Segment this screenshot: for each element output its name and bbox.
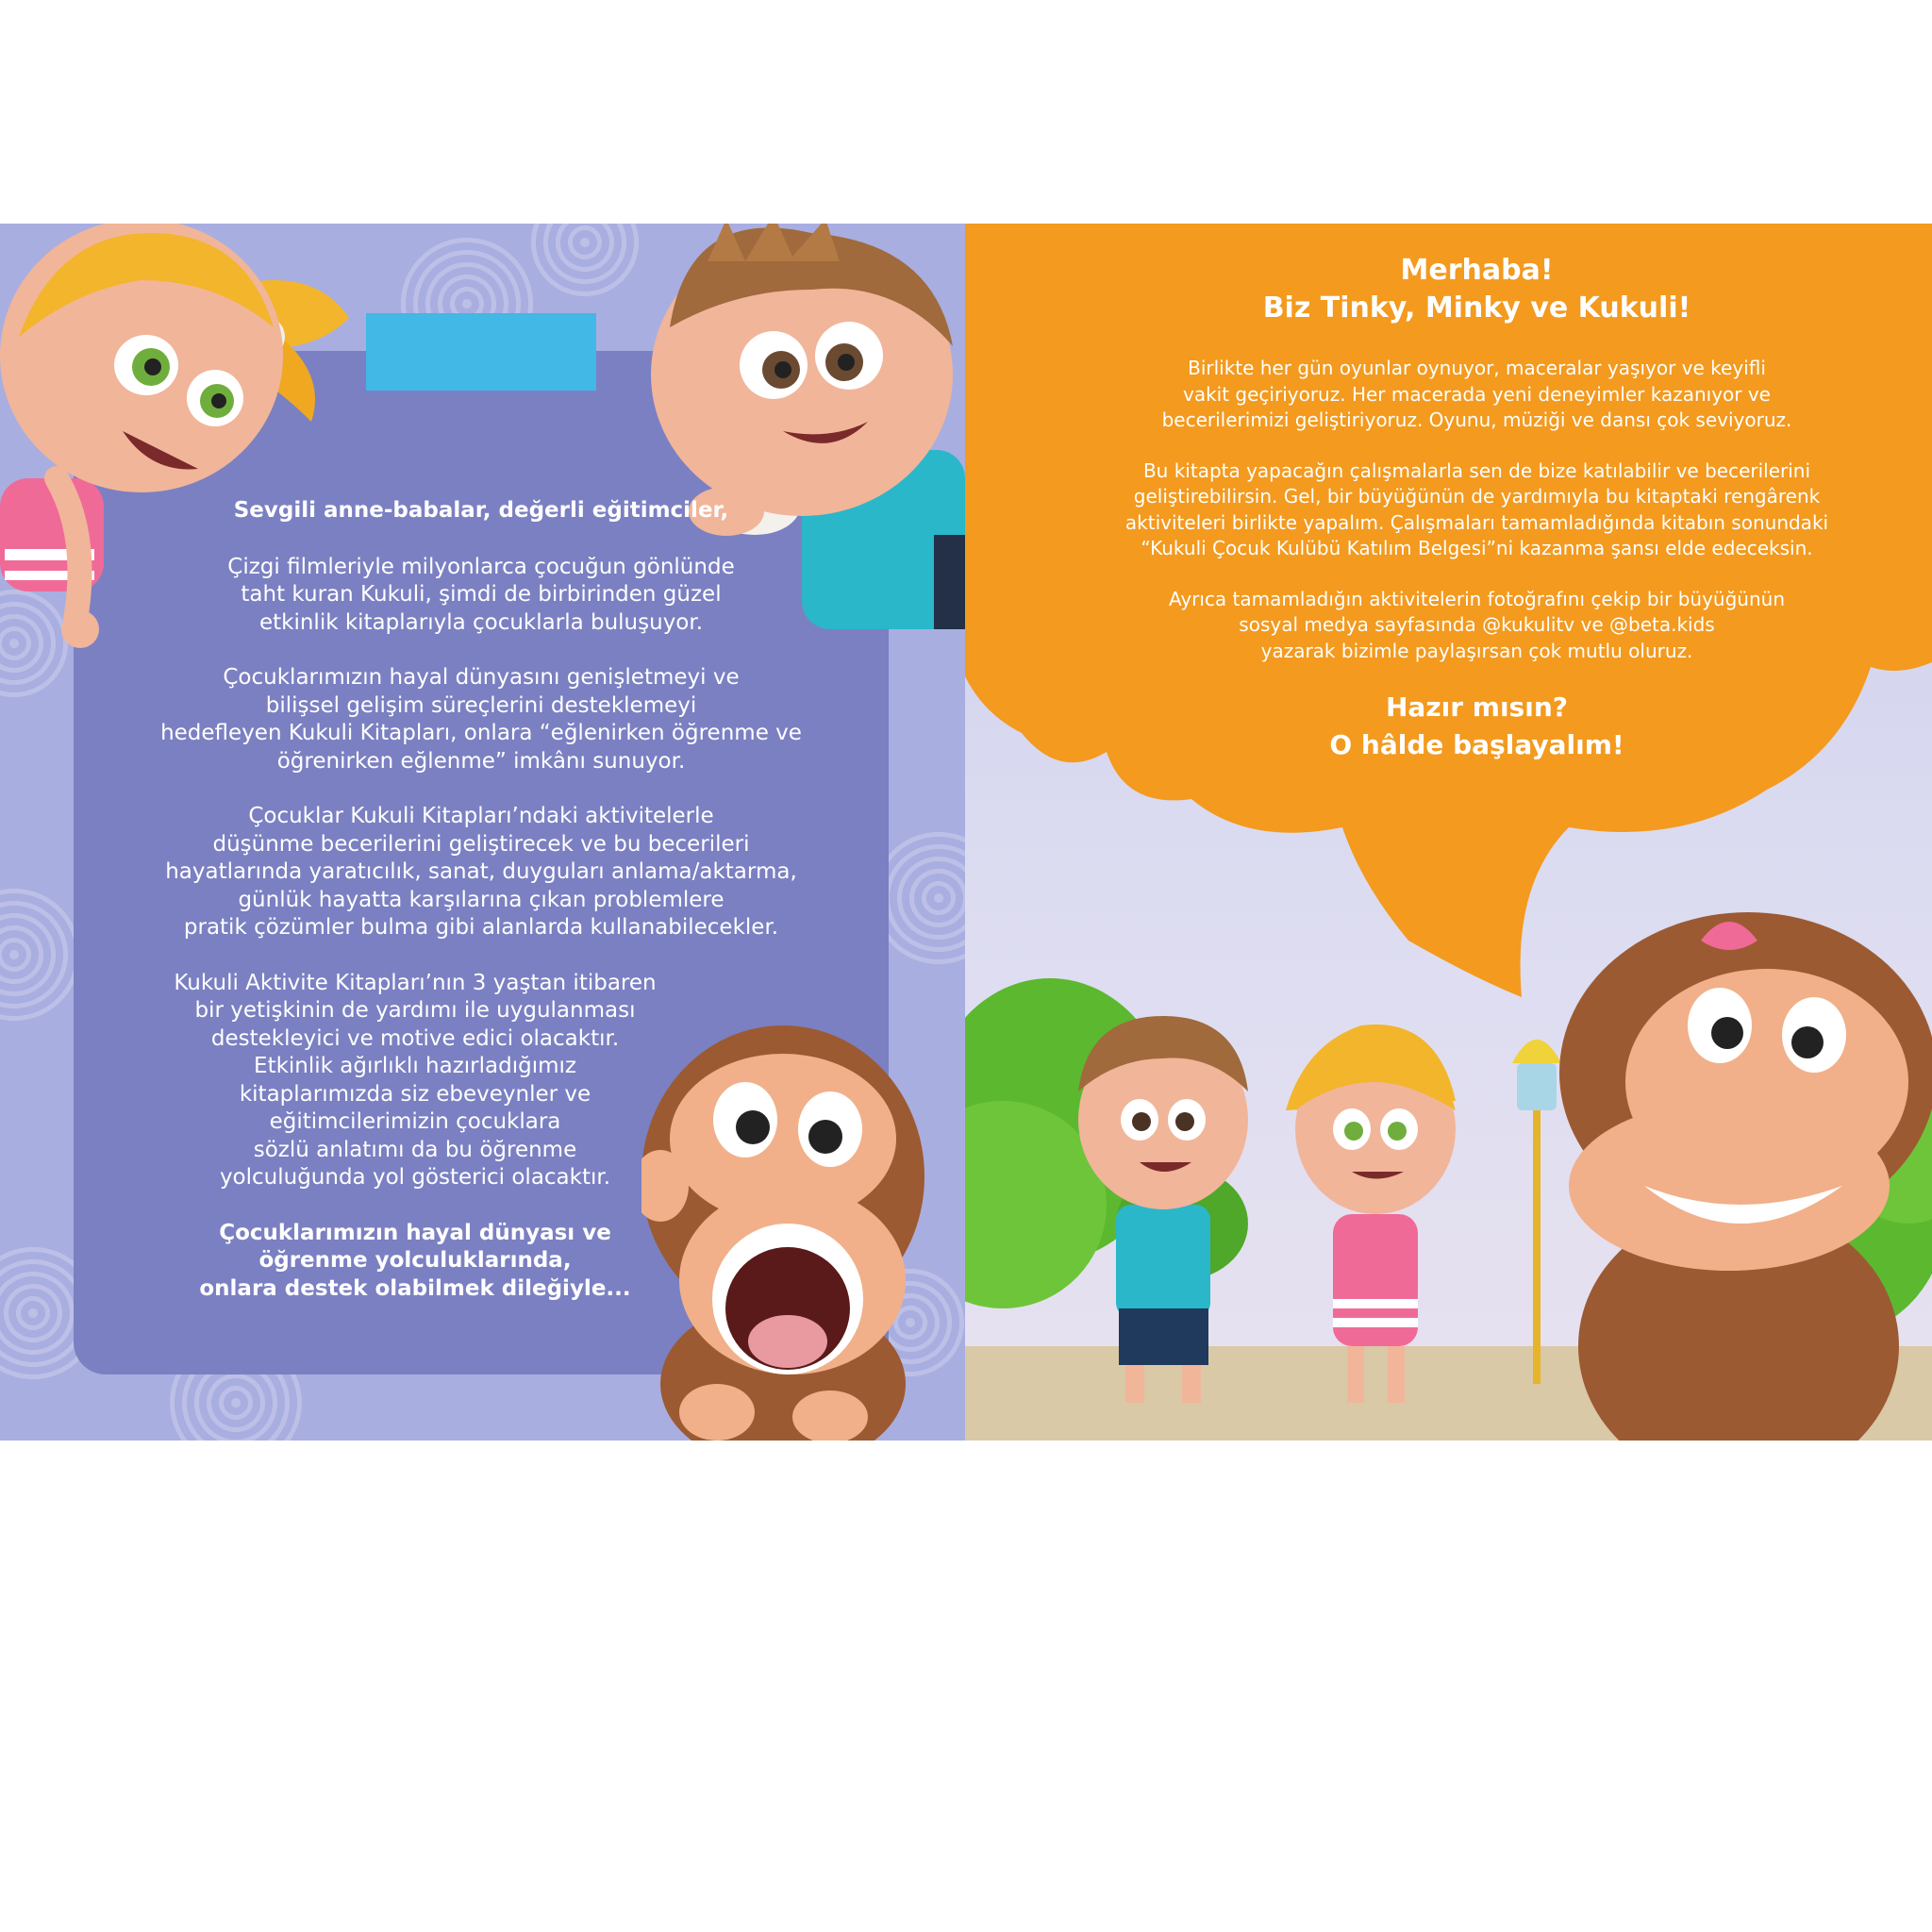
text-line: pratik çözümler bulma gibi alanlarda kullanabilecekler.	[183, 915, 779, 940]
letter-paragraph	[74, 554, 889, 638]
right-page	[965, 224, 1932, 1441]
letter-greeting: Sevgili anne-babalar, değerli eğitimciler,	[233, 498, 729, 523]
swirl-decoration	[528, 224, 641, 299]
greeting-title	[1022, 252, 1932, 327]
text-line: Bu kitapta yapacağın çalışmalarla sen de bize katılabilir ve becerilerini	[1142, 458, 1811, 482]
text-line: Çocuklarımızın hayal dünyası ve	[219, 1220, 611, 1245]
text-line: Hazır mısın?	[1386, 691, 1568, 723]
book-spread	[0, 224, 1932, 1441]
call-to-action	[1022, 689, 1932, 764]
text-line: yazarak bizimle paylaşırsan çok mutlu oluruz.	[1260, 639, 1693, 662]
parent-letter	[74, 497, 889, 1330]
text-line: sosyal medya sayfasında @kukulitv ve @beta.kids	[1239, 613, 1715, 636]
text-line: Etkinlik ağırlıklı hazırladığımız	[254, 1054, 576, 1078]
text-line: yolculuğunda yol gösterici olacaktır.	[219, 1165, 611, 1190]
text-line: onlara destek olabilmek dileğiyle...	[199, 1275, 631, 1301]
text-line: Biz Tinky, Minky ve Kukuli!	[1262, 291, 1691, 325]
text-line: Çocuklarımızın hayal dünyasını genişletmeyi ve	[223, 665, 740, 690]
text-line: öğrenme yolculuklarında,	[258, 1248, 572, 1273]
text-line: Çizgi filmleriyle milyonlarca çocuğun gönlünde	[227, 554, 735, 579]
speech-paragraph	[1022, 587, 1932, 665]
text-line: aktiviteleri birlikte yapalım. Çalışmaları tamamladığında kitabın sonundaki	[1124, 510, 1829, 534]
park-scene-icon	[965, 903, 1932, 1441]
text-line: Birlikte her gün oyunlar oynuyor, maceralar yaşıyor ve keyifli	[1188, 357, 1766, 379]
letter-paragraph	[74, 664, 889, 775]
speech-bubble-text	[1022, 252, 1932, 764]
text-line: becerilerimizi geliştiriyoruz. Oyunu, müziği ve dansı çok seviyoruz.	[1161, 408, 1792, 431]
text-line: kitaplarımızda siz ebeveynler ve	[239, 1081, 591, 1107]
speech-paragraph	[1022, 356, 1932, 434]
text-line: vakit geçiriyoruz. Her macerada yeni deneyimler kazanıyor ve	[1183, 382, 1771, 406]
header-tab	[366, 313, 596, 391]
text-line: bir yetişkinin de yardımı ile uygulanması	[194, 998, 636, 1023]
letter-closing	[74, 1220, 889, 1304]
text-line: destekleyici ve motive edici olacaktır.	[210, 1025, 620, 1051]
text-line: taht kuran Kukuli, şimdi de birbirinden güzel	[241, 582, 722, 607]
text-line: etkinlik kitaplarıyla çocuklarla buluşuyor.	[258, 609, 704, 635]
letter-paragraph	[74, 803, 889, 942]
swirl-decoration	[0, 884, 85, 1025]
text-line: öğrenirken eğlenme” imkânı sunuyor.	[276, 748, 686, 774]
letter-paragraph	[74, 970, 889, 1192]
text-line: Çocuklar Kukuli Kitapları’ndaki aktivitelerle	[248, 804, 714, 828]
speech-paragraph	[1022, 458, 1932, 562]
text-line: “Kukuli Çocuk Kulübü Katılım Belgesi”ni kazanma şansı elde edeceksin.	[1141, 537, 1813, 559]
text-line: geliştirebilirsin. Gel, bir büyüğünün de yardımıyla bu kitaptaki rengârenk	[1133, 485, 1821, 508]
text-line: düşünme becerilerini geliştirecek ve bu becerileri	[212, 831, 750, 857]
text-line: Merhaba!	[1400, 254, 1554, 287]
text-line: O hâlde başlayalım!	[1329, 729, 1624, 760]
left-page	[0, 224, 965, 1441]
text-line: günlük hayatta karşılarına çıkan problemlere	[238, 887, 724, 912]
text-line: eğitimcilerimizin çocuklara	[269, 1109, 561, 1134]
text-line: hedefleyen Kukuli Kitapları, onlara “eğlenirken öğrenme ve	[160, 721, 802, 745]
text-line: bilişsel gelişim süreçlerini desteklemeyi	[265, 692, 697, 718]
text-line: Kukuli Aktivite Kitapları’nın 3 yaştan itibaren	[174, 970, 657, 995]
text-line: hayatlarında yaratıcılık, sanat, duyguları anlama/aktarma,	[165, 859, 797, 884]
text-line: Ayrıca tamamladığın aktivitelerin fotoğrafını çekip bir büyüğünün	[1169, 587, 1785, 610]
text-line: sözlü anlatımı da bu öğrenme	[253, 1137, 577, 1162]
